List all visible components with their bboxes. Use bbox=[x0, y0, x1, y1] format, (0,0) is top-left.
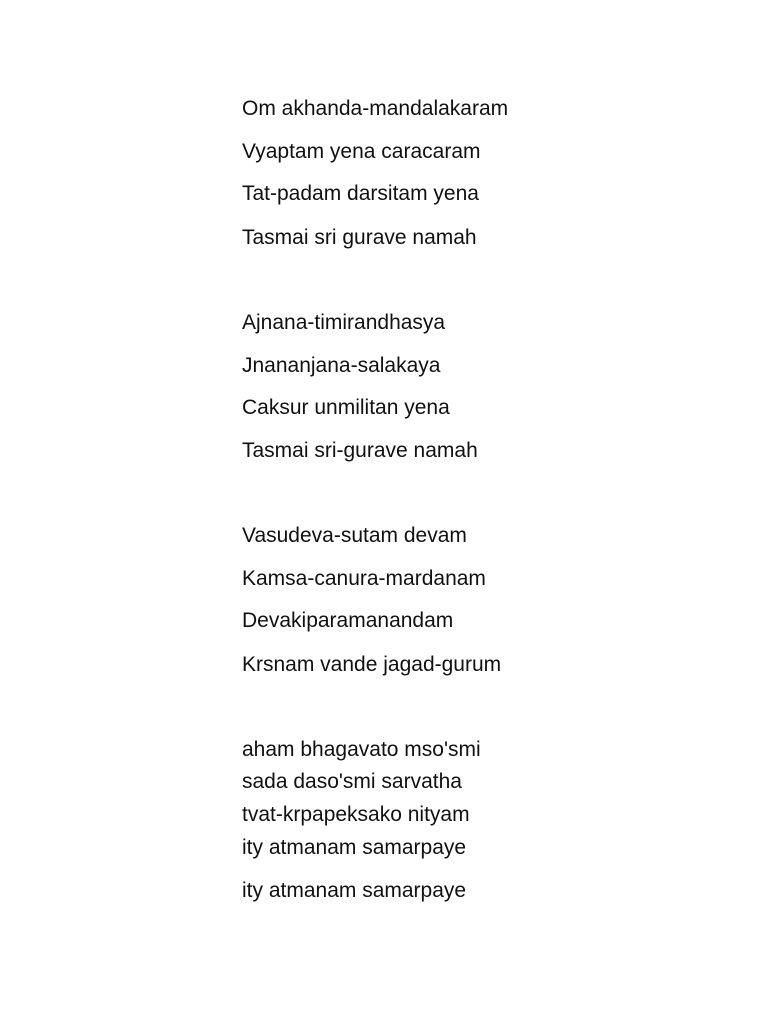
verse-line: Tat-padam darsitam yena bbox=[242, 182, 479, 205]
verse-line: Krsnam vande jagad-gurum bbox=[242, 653, 502, 676]
verse-line: Caksur unmilitan yena bbox=[242, 396, 450, 419]
verse-line: Ajnana-timirandhasya bbox=[242, 311, 446, 334]
verse-line: Vasudeva-sutam devam bbox=[242, 524, 467, 547]
verse-line: ity atmanam samarpaye bbox=[242, 836, 467, 859]
verse-line: Vyaptam yena caracaram bbox=[242, 140, 481, 163]
verse-line: Tasmai sri-gurave namah bbox=[242, 439, 478, 462]
verse-line: ity atmanam samarpaye bbox=[242, 879, 467, 902]
verse-line: tvat-krpapeksako nityam bbox=[242, 803, 470, 826]
verse-line: Om akhanda-mandalakaram bbox=[242, 97, 509, 120]
verse-line: Devakiparamanandam bbox=[242, 609, 454, 632]
verse-line: sada daso'smi sarvatha bbox=[242, 770, 462, 793]
verse-line: Tasmai sri gurave namah bbox=[242, 226, 477, 249]
verse-line: aham bhagavato mso'smi bbox=[242, 738, 481, 761]
verse-line: Kamsa-canura-mardanam bbox=[242, 567, 486, 590]
verse-line: Jnananjana-salakaya bbox=[242, 354, 441, 377]
